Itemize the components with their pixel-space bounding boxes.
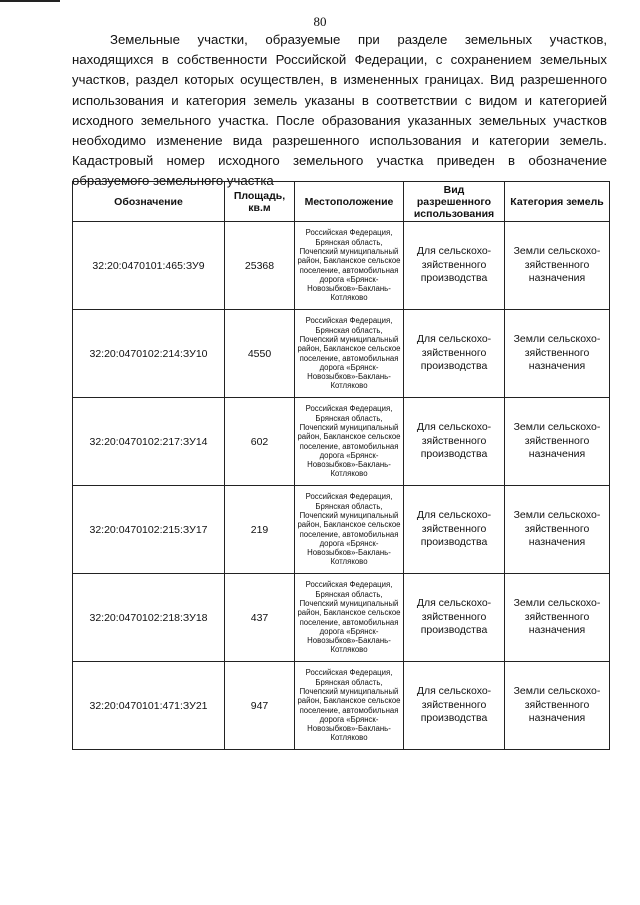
cell-area: 602 — [225, 398, 295, 486]
cell-designation: 32:20:0470102:214:ЗУ10 — [73, 310, 225, 398]
cell-location: Российская Федерация, Брянская область, Почепский муниципальный район, Бакланское сельское поселение, автомобильная дорога «Брянск-Новозыбков»-Баклань-Котляково — [295, 310, 404, 398]
cell-designation: 32:20:0470102:218:ЗУ18 — [73, 574, 225, 662]
cell-location: Российская Федерация, Брянская область, Почепский муниципальный район, Бакланское сельское поселение, автомобильная дорога «Брянск-Новозыбков»-Баклань-Котляково — [295, 222, 404, 310]
cell-location: Российская Федерация, Брянская область, Почепский муниципальный район, Бакланское сельское поселение, автомобильная дорога «Брянск-Новозыбков»-Баклань-Котляково — [295, 398, 404, 486]
cell-area: 219 — [225, 486, 295, 574]
cell-location: Российская Федерация, Брянская область, Почепский муниципальный район, Бакланское сельское поселение, автомобильная дорога «Брянск-Новозыбков»-Баклань-Котляково — [295, 486, 404, 574]
cell-area: 25368 — [225, 222, 295, 310]
land-plots-table-wrapper — [72, 181, 609, 750]
cell-area: 437 — [225, 574, 295, 662]
cell-designation: 32:20:0470101:465:ЗУ9 — [73, 222, 225, 310]
cell-designation: 32:20:0470102:215:ЗУ17 — [73, 486, 225, 574]
table-row — [73, 310, 610, 398]
page-number: 80 — [313, 14, 327, 29]
table-row — [73, 222, 610, 310]
cell-land-category: Земли сельскохо-зяйственного назначения — [505, 222, 610, 310]
table-row — [73, 574, 610, 662]
top-rule — [0, 0, 60, 2]
cell-land-category: Земли сельскохо-зяйственного назначения — [505, 398, 610, 486]
cell-location: Российская Федерация, Брянская область, Почепский муниципальный район, Бакланское сельское поселение, автомобильная дорога «Брянск-Новозыбков»-Баклань-Котляково — [295, 574, 404, 662]
cell-land-category: Земли сельскохо-зяйственного назначения — [505, 486, 610, 574]
cell-permitted-use: Для сельскохо-зяйственного производства — [404, 662, 505, 750]
cell-permitted-use: Для сельскохо-зяйственного производства — [404, 486, 505, 574]
cell-land-category: Земли сельскохо-зяйственного назначения — [505, 574, 610, 662]
cell-permitted-use: Для сельскохо-зяйственного производства — [404, 310, 505, 398]
table-row — [73, 662, 610, 750]
table-row — [73, 486, 610, 574]
table-row — [73, 398, 610, 486]
cell-designation: 32:20:0470102:217:ЗУ14 — [73, 398, 225, 486]
cell-designation: 32:20:0470101:471:ЗУ21 — [73, 662, 225, 750]
header-area: Площадь, кв.м — [225, 182, 295, 222]
cell-permitted-use: Для сельскохо-зяйственного производства — [404, 574, 505, 662]
header-designation: Обозначение — [73, 182, 225, 222]
cell-area: 947 — [225, 662, 295, 750]
cell-land-category: Земли сельскохо-зяйственного назначения — [505, 662, 610, 750]
cell-permitted-use: Для сельскохо-зяйственного производства — [404, 222, 505, 310]
cell-land-category: Земли сельскохо-зяйственного назначения — [505, 310, 610, 398]
header-location: Местоположение — [295, 182, 404, 222]
header-permitted-use: Вид разрешенного использования — [404, 182, 505, 222]
header-land-category: Категория земель — [505, 182, 610, 222]
table-header-row — [73, 182, 610, 222]
land-plots-table — [72, 181, 610, 750]
cell-location: Российская Федерация, Брянская область, Почепский муниципальный район, Бакланское сельское поселение, автомобильная дорога «Брянск-Новозыбков»-Баклань-Котляково — [295, 662, 404, 750]
cell-area: 4550 — [225, 310, 295, 398]
intro-paragraph: Земельные участки, образуемые при разделе земельных участков, находящихся в собственности Российской Федерации, с сохранением земельных участков, раздел которых осуществлен, в измененных границах. Вид разрешенного использования и категория земель указаны в соответствии с видом и категорией исходного земельного участка. После образования указанных земельных участков необходимо изменение вида разрешенного использования и категории земель. Кадастровый номер исходного земельного участка приведен в обозначение образуемого земельного участка — [72, 32, 607, 189]
cell-permitted-use: Для сельскохо-зяйственного производства — [404, 398, 505, 486]
